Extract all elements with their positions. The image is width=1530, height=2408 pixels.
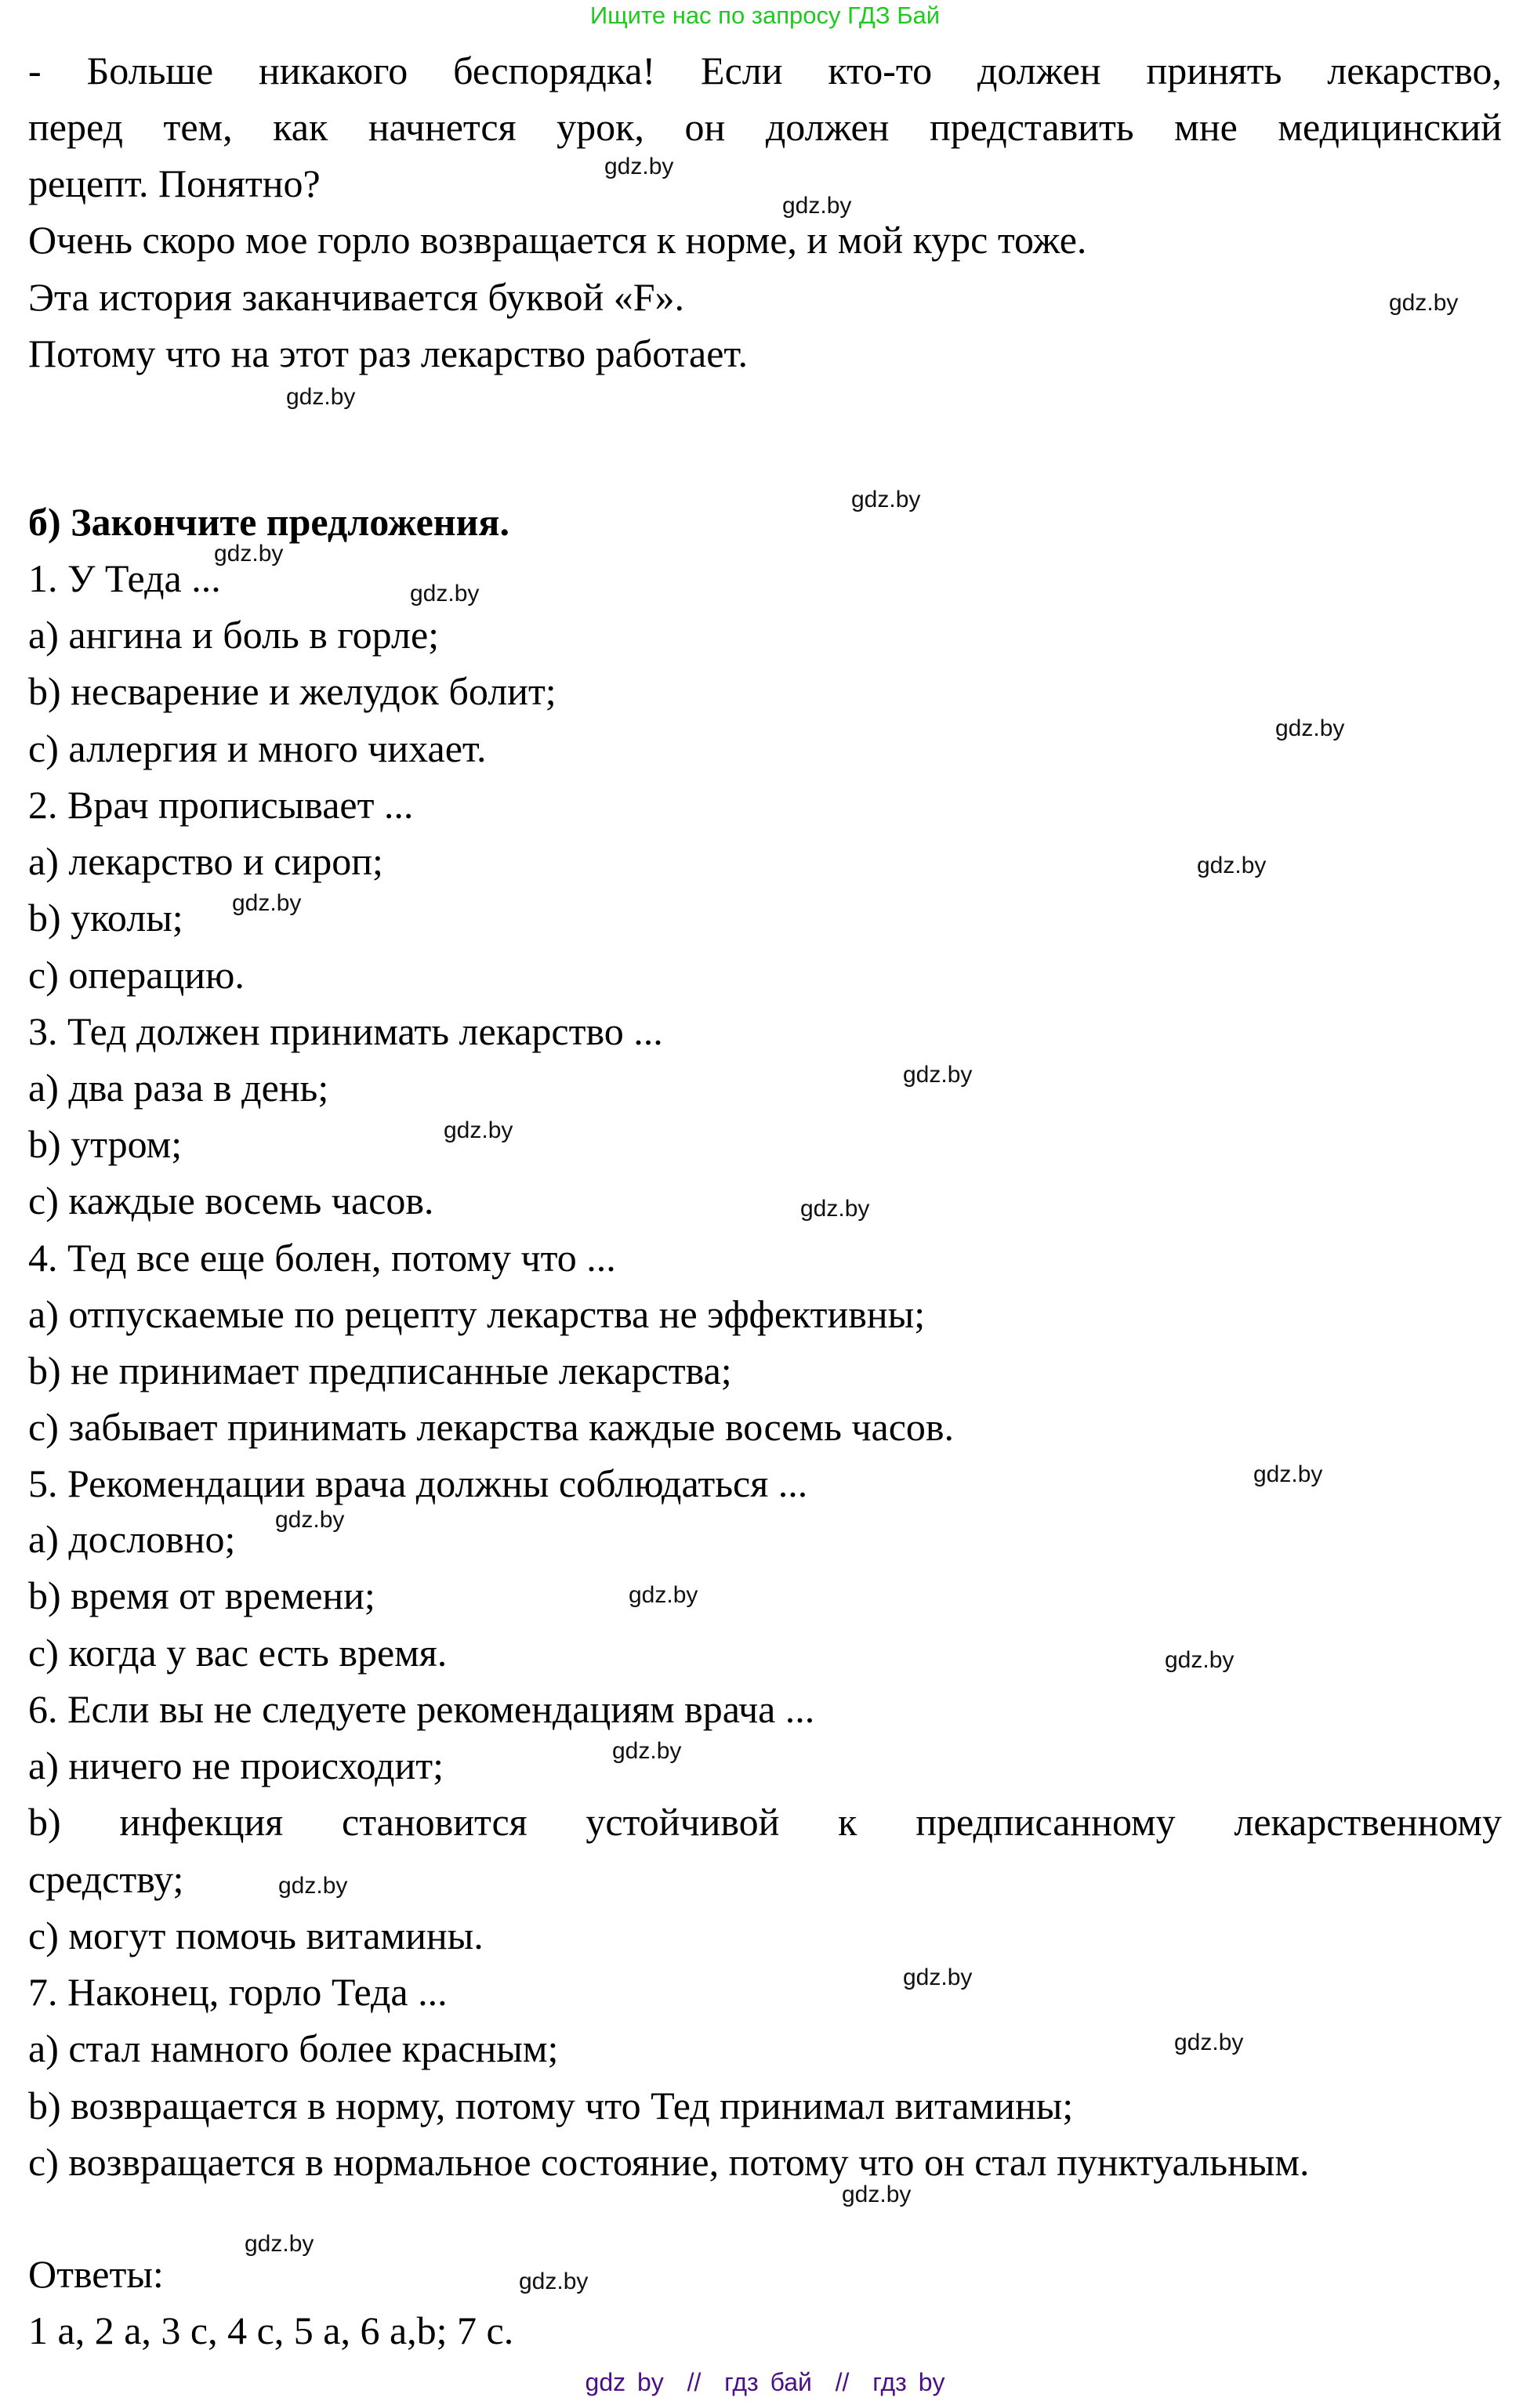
watermark: gdz.by <box>410 581 480 607</box>
answer-option: c) аллергия и много чихает. <box>28 726 487 770</box>
answer-option: c) каждые восемь часов. <box>28 1179 434 1222</box>
answer-option: a) стал намного более красным; <box>28 2026 559 2070</box>
watermark: gdz.by <box>782 193 852 219</box>
answer-option: b) инфекция становится устойчивой к предписанному лекарственному <box>28 1800 1502 1844</box>
answer-option: c) могут помочь витамины. <box>28 1914 484 1957</box>
question-stem: 3. Тед должен принимать лекарство ... <box>28 1009 663 1053</box>
answer-option: c) когда у вас есть время. <box>28 1631 448 1675</box>
watermark: gdz.by <box>1253 1461 1323 1487</box>
watermark: gdz.by <box>1275 715 1345 741</box>
watermark: gdz.by <box>851 487 921 512</box>
watermark: gdz.by <box>275 1507 345 1533</box>
footer-links: gdz by // гдз бай // гдз by <box>585 2368 945 2396</box>
watermark: gdz.by <box>232 890 302 916</box>
answer-option: b) уколы; <box>28 896 183 940</box>
watermark: gdz.by <box>1197 853 1267 878</box>
answers-value: 1 a, 2 a, 3 c, 4 c, 5 a, 6 a,b; 7 c. <box>28 2308 514 2352</box>
question-stem: 5. Рекомендации врача должны соблюдаться ... <box>28 1461 808 1505</box>
watermark: gdz.by <box>604 154 674 179</box>
story-line: рецепт. Понятно? <box>28 161 321 205</box>
watermark: gdz.by <box>1174 2030 1244 2055</box>
question-stem: 6. Если вы не следуете рекомендациям врача ... <box>28 1687 815 1731</box>
answer-option: a) отпускаемые по рецепту лекарства не эффективны; <box>28 1292 926 1336</box>
question-stem: 4. Тед все еще болен, потому что ... <box>28 1236 616 1280</box>
watermark: gdz.by <box>800 1196 870 1222</box>
watermark: gdz.by <box>1165 1647 1235 1673</box>
watermark: gdz.by <box>278 1873 348 1899</box>
story-line: - Больше никакого беспорядка! Если кто-то должен принять лекарство, <box>28 49 1502 92</box>
search-banner: Ищите нас по запросу ГДЗ Бай <box>589 2 941 29</box>
watermark: gdz.by <box>214 541 284 567</box>
watermark: gdz.by <box>903 1964 973 1990</box>
watermark: gdz.by <box>842 2182 912 2207</box>
answer-option: c) забывает принимать лекарства каждые восемь часов. <box>28 1405 955 1449</box>
watermark: gdz.by <box>245 2231 314 2257</box>
question-stem: 1. У Теда ... <box>28 556 221 600</box>
watermark: gdz.by <box>612 1738 682 1764</box>
answer-option: a) два раза в день; <box>28 1066 329 1110</box>
answer-option: a) ангина и боль в горле; <box>28 613 440 657</box>
answers-label: Ответы: <box>28 2252 164 2296</box>
watermark: gdz.by <box>444 1117 513 1143</box>
answer-option: b) несварение и желудок болит; <box>28 669 557 713</box>
answer-option: b) утром; <box>28 1122 183 1166</box>
story-line: Очень скоро мое горло возвращается к норме, и мой курс тоже. <box>28 218 1087 262</box>
answer-option: c) возвращается в нормальное состояние, потому что он стал пунктуальным. <box>28 2140 1310 2184</box>
watermark: gdz.by <box>903 1062 973 1088</box>
story-line: Потому что на этот раз лекарство работает. <box>28 331 748 375</box>
question-stem: 2. Врач прописывает ... <box>28 783 414 827</box>
story-line: перед тем, как начнется урок, он должен представить мне медицинский <box>28 105 1502 149</box>
watermark: gdz.by <box>629 1582 698 1608</box>
exercise-title: б) Закончите предложения. <box>28 500 509 544</box>
answer-option: b) не принимает предписанные лекарства; <box>28 1349 732 1392</box>
question-stem: 7. Наконец, горло Теда ... <box>28 1970 448 2014</box>
watermark: gdz.by <box>1389 290 1459 316</box>
answer-option: b) возвращается в норму, потому что Тед принимал витамины; <box>28 2084 1074 2127</box>
watermark: gdz.by <box>286 384 356 410</box>
answer-option: a) лекарство и сироп; <box>28 839 383 883</box>
answer-option: a) дословно; <box>28 1517 236 1561</box>
answer-option: b) время от времени; <box>28 1573 375 1617</box>
answer-option-continued: средству; <box>28 1857 184 1901</box>
watermark: gdz.by <box>519 2269 589 2294</box>
answer-option: a) ничего не происходит; <box>28 1744 444 1787</box>
story-line: Эта история заканчивается буквой «F». <box>28 275 685 319</box>
answer-option: c) операцию. <box>28 953 245 997</box>
